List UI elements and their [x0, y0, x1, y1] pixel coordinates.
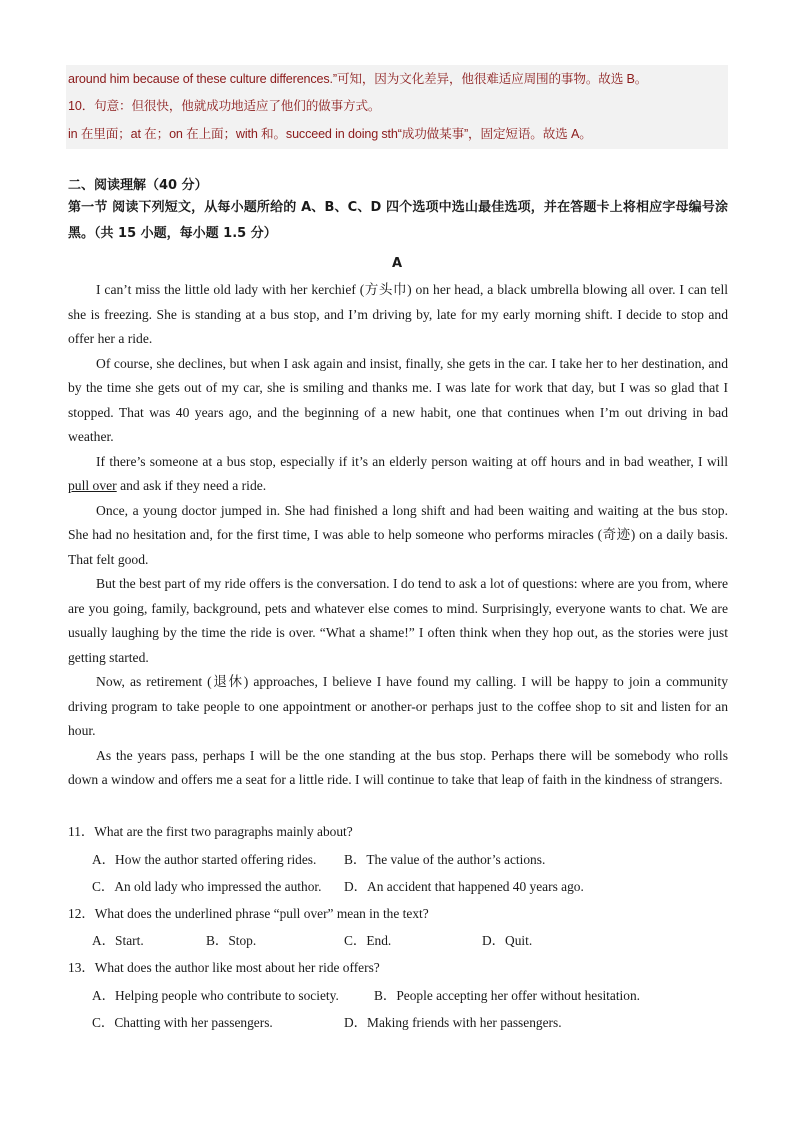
question-12-option-b[interactable]: B．Stop.	[206, 933, 257, 948]
passage-paragraph-2: Of course, she declines, but when I ask again and insist, finally, she gets in the car. I take her to her destination, and by the time she gets out of my car, she is smiling and thanks me. I was late for work that day, but I was so glad that I stopped. That was 40 years ago, and the beginning of a new habit, one that continues when I’m out driving in bad weather.	[68, 355, 728, 444]
answer-line-3: in 在里面；at 在；on 在上面；with 和。succeed in doing sth“成功做某事”，固定短语。故选 A。	[68, 127, 592, 141]
underlined-phrase: pull over	[68, 478, 117, 493]
question-11-option-b[interactable]: B．The value of the author’s actions.	[344, 852, 546, 867]
p3-text-after: and ask if they need a ride.	[116, 478, 267, 493]
passage-paragraph-1: I can’t miss the little old lady with her kerchief (方头巾) on her head, a black umbrella blowing all over. I can tell she is freezing. She is standing at a bus stop, and I’m driving by, late for my early morning shift. I decide to stop and offer her a ride.	[68, 282, 728, 346]
question-13-option-c[interactable]: C．Chatting with her passengers.	[92, 1015, 273, 1030]
passage-paragraph-4: Once, a young doctor jumped in. She had finished a long shift and had been waiting and waiting at the bus stop. She had no hesitation and, for the first time, I was able to help someone who performs miracles (奇迹) on a daily basis. That felt good.	[68, 502, 728, 567]
passage-paragraph-3	[68, 450, 728, 499]
question-11-option-a[interactable]: A．How the author started offering rides.	[92, 852, 317, 867]
question-11-stem: 11．What are the first two paragraphs mainly about?	[68, 824, 353, 839]
section-title: 二、阅读理解（40 分）	[68, 178, 208, 193]
question-11-option-c[interactable]: C．An old lady who impressed the author.	[92, 879, 322, 894]
reading-passage	[68, 278, 728, 793]
question-13-option-d[interactable]: D．Making friends with her passengers.	[344, 1015, 562, 1030]
question-12-option-c[interactable]: C．End.	[344, 933, 392, 948]
question-12-option-d[interactable]: D．Quit.	[482, 933, 533, 948]
p3-text-before: If there’s someone at a bus stop, especially if it’s an elderly person waiting at off hours and in bad weather, I will	[96, 453, 728, 469]
question-13-option-a[interactable]: A．Helping people who contribute to society.	[92, 988, 339, 1003]
question-12-stem: 12．What does the underlined phrase “pull over” mean in the text?	[68, 906, 429, 921]
question-11-option-d[interactable]: D．An accident that happened 40 years ago.	[344, 879, 584, 894]
answer-line-2: 10．句意：但很快，他就成功地适应了他们的做事方式。	[68, 99, 381, 113]
question-12-option-a[interactable]: A．Start.	[92, 933, 144, 948]
passage-paragraph-6: Now, as retirement (退休) approaches, I believe I have found my calling. I will be happy to join a community driving program to take people to one appointment or another-or perhaps just to the coffee shop to sit and listen for an hour.	[68, 674, 728, 738]
section-instructions: 第一节 阅读下列短文，从每小题所给的 A、B、C、D 四个选项中选山最佳选项，并在答题卡上将相应字母编号涂黑。（共 15 小题，每小题 1.5 分）	[68, 200, 728, 241]
question-13-stem: 13．What does the author like most about her ride offers?	[68, 960, 380, 975]
question-13-option-b[interactable]: B．People accepting her offer without hesitation.	[374, 988, 641, 1003]
passage-paragraph-7: As the years pass, perhaps I will be the one standing at the bus stop. Perhaps there will be somebody who rolls down a window and offers me a seat for a little ride. I will continue to take that leap of faith in the kindness of strangers.	[68, 747, 728, 787]
answer-line-1: around him because of these culture differences.”可知，因为文化差异，他很难适应周围的事物。故选 B。	[68, 72, 648, 86]
passage-paragraph-5: But the best part of my ride offers is the conversation. I do tend to ask a lot of questions: where are you from, where are you going, family, background, pets and whatever else comes to mind. Surprisingly, everyone wants to chat. We are usually laughing by the time the ride is over. “What a shame!” I often think when they hop out, as the stories were just getting started.	[68, 576, 728, 665]
passage-letter: A	[391, 256, 403, 271]
